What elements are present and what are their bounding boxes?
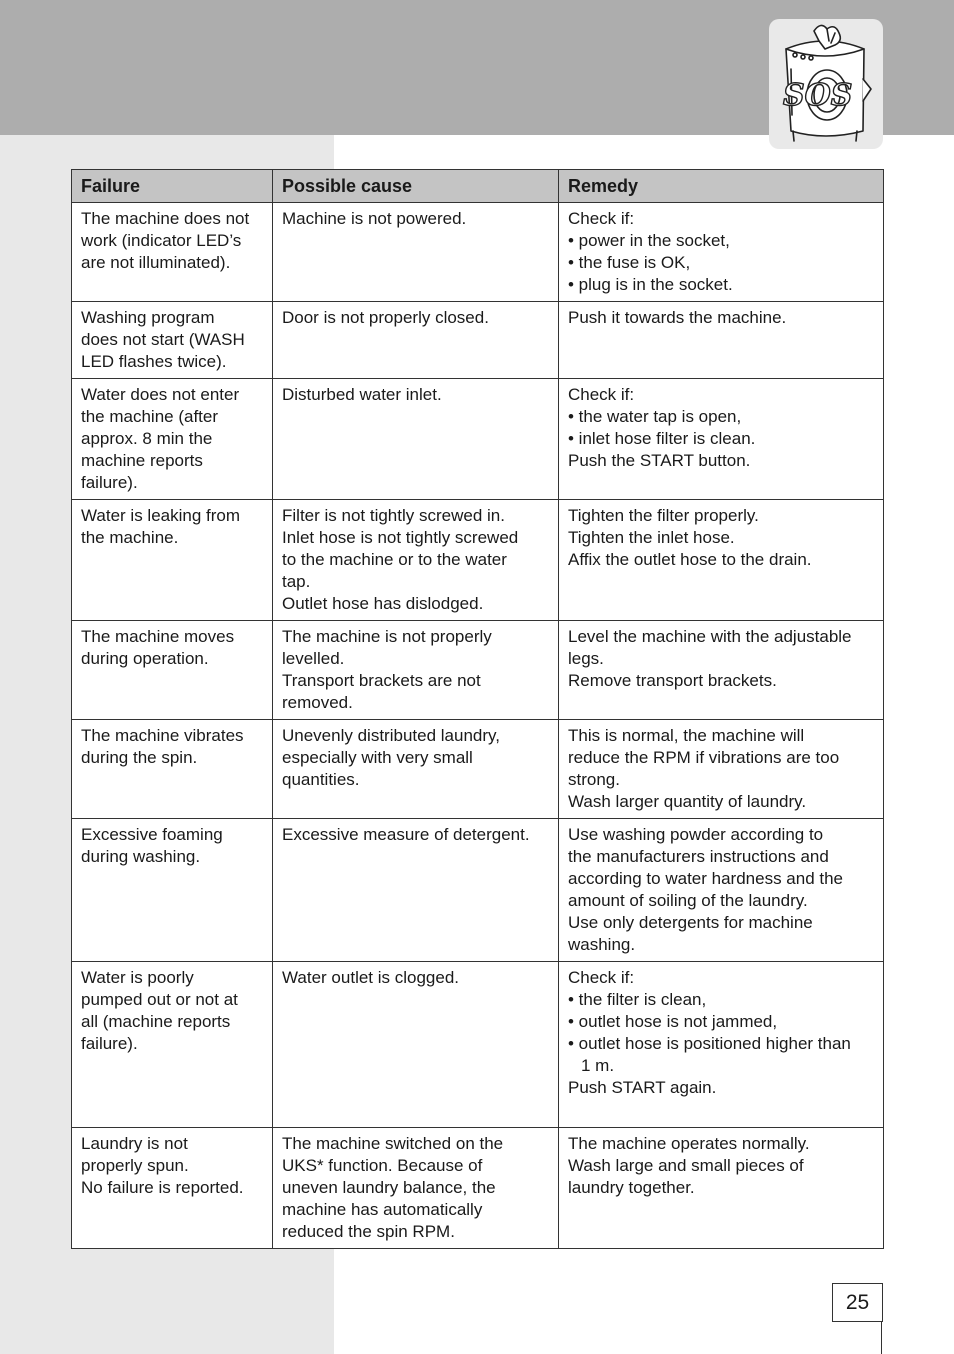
- cause-line: Transport brackets are not: [282, 671, 481, 690]
- failure-line: during washing.: [81, 847, 201, 866]
- remedy-line: Affix the outlet hose to the drain.: [568, 550, 812, 569]
- cause-line: to the machine or to the water: [282, 550, 507, 569]
- cause-line: Excessive measure of detergent.: [282, 825, 530, 844]
- logo-text: SOS: [783, 78, 853, 113]
- failure-line: failure).: [81, 1034, 138, 1053]
- cell-failure: [72, 1128, 273, 1249]
- failure-line: Water does not enter: [81, 385, 240, 404]
- cause-line: uneven laundry balance, the: [282, 1178, 496, 1197]
- failure-line: No failure is reported.: [81, 1178, 244, 1197]
- cause-line: tap.: [282, 572, 311, 591]
- column-header-failure: Failure: [72, 170, 273, 203]
- cause-line: UKS* function. Because of: [282, 1156, 483, 1175]
- table-row: [72, 819, 884, 962]
- failure-line: Water is poorly: [81, 968, 194, 987]
- table-row: [72, 962, 884, 1128]
- page-number: 25: [832, 1283, 883, 1322]
- failure-line: The machine vibrates: [81, 726, 244, 745]
- cell-failure: [72, 621, 273, 720]
- failure-line: approx. 8 min the: [81, 429, 213, 448]
- remedy-line: • outlet hose is not jammed,: [568, 1012, 778, 1031]
- failure-line: the machine (after: [81, 407, 219, 426]
- table-row: [72, 720, 884, 819]
- remedy-line: according to water hardness and the: [568, 869, 844, 888]
- remedy-line: laundry together.: [568, 1178, 695, 1197]
- remedy-line: • outlet hose is positioned higher than: [568, 1034, 851, 1053]
- failure-line: Water is leaking from: [81, 506, 241, 525]
- remedy-line: amount of soiling of the laundry.: [568, 891, 808, 910]
- failure-line: properly spun.: [81, 1156, 189, 1175]
- failure-line: work (indicator LED’s: [81, 231, 242, 250]
- failure-line: during the spin.: [81, 748, 198, 767]
- cell-cause: [273, 962, 559, 1128]
- failure-line: The machine does not: [81, 209, 250, 228]
- cause-line: The machine is not properly: [282, 627, 492, 646]
- failure-line: failure).: [81, 473, 138, 492]
- remedy-line: Tighten the filter properly.: [568, 506, 759, 525]
- failure-line: Excessive foaming: [81, 825, 223, 844]
- remedy-line: • power in the socket,: [568, 231, 730, 250]
- cell-remedy: [559, 203, 884, 302]
- cell-cause: [273, 500, 559, 621]
- cell-cause: [273, 720, 559, 819]
- failure-line: all (machine reports: [81, 1012, 231, 1031]
- table-row: [72, 1128, 884, 1249]
- cause-line: Filter is not tightly screwed in.: [282, 506, 505, 525]
- cause-line: Disturbed water inlet.: [282, 385, 442, 404]
- remedy-line: Check if:: [568, 968, 635, 987]
- remedy-line: • plug is in the socket.: [568, 275, 733, 294]
- remedy-line: reduce the RPM if vibrations are too: [568, 748, 840, 767]
- remedy-line: This is normal, the machine will: [568, 726, 805, 745]
- cell-remedy: [559, 302, 884, 379]
- table-row: [72, 302, 884, 379]
- remedy-line: • the filter is clean,: [568, 990, 707, 1009]
- table-row: [72, 203, 884, 302]
- remedy-line: • the fuse is OK,: [568, 253, 691, 272]
- cause-line: machine has automatically: [282, 1200, 483, 1219]
- remedy-line: Use washing powder according to: [568, 825, 824, 844]
- remedy-line: Level the machine with the adjustable: [568, 627, 852, 646]
- failure-line: LED flashes twice).: [81, 352, 227, 371]
- cell-cause: [273, 302, 559, 379]
- cause-line: The machine switched on the: [282, 1134, 504, 1153]
- remedy-line: strong.: [568, 770, 620, 789]
- remedy-line: Push the START button.: [568, 451, 751, 470]
- table-row: [72, 379, 884, 500]
- remedy-line: Check if:: [568, 209, 635, 228]
- cause-line: Unevenly distributed laundry,: [282, 726, 500, 745]
- remedy-line: Tighten the inlet hose.: [568, 528, 735, 547]
- cause-line: Outlet hose has dislodged.: [282, 594, 484, 613]
- failure-line: the machine.: [81, 528, 179, 547]
- sos-washing-machine-icon: [769, 19, 883, 149]
- cell-remedy: [559, 1128, 884, 1249]
- cell-cause: [273, 203, 559, 302]
- cell-remedy: [559, 720, 884, 819]
- failure-line: does not start (WASH: [81, 330, 245, 349]
- page-number-rule: [881, 1321, 882, 1354]
- cause-line: removed.: [282, 693, 353, 712]
- remedy-line: Use only detergents for machine: [568, 913, 813, 932]
- cell-failure: [72, 819, 273, 962]
- failure-line: during operation.: [81, 649, 209, 668]
- cause-line: levelled.: [282, 649, 345, 668]
- cause-line: Machine is not powered.: [282, 209, 467, 228]
- cell-remedy: [559, 819, 884, 962]
- cell-remedy: [559, 621, 884, 720]
- failure-line: The machine moves: [81, 627, 235, 646]
- cause-line: Inlet hose is not tightly screwed: [282, 528, 519, 547]
- failure-line: machine reports: [81, 451, 203, 470]
- troubleshooting-table: [71, 169, 884, 1249]
- column-header-possible-cause: Possible cause: [273, 170, 559, 203]
- cell-failure: [72, 962, 273, 1128]
- cell-cause: [273, 621, 559, 720]
- failure-line: Laundry is not: [81, 1134, 188, 1153]
- cause-line: quantities.: [282, 770, 360, 789]
- cell-cause: [273, 819, 559, 962]
- failure-line: are not illuminated).: [81, 253, 231, 272]
- cause-line: especially with very small: [282, 748, 473, 767]
- cause-line: reduced the spin RPM.: [282, 1222, 455, 1241]
- remedy-line: 1 m.: [581, 1056, 615, 1075]
- cause-line: Door is not properly closed.: [282, 308, 489, 327]
- remedy-line: washing.: [568, 935, 636, 954]
- table-header-row: [72, 170, 884, 203]
- remedy-line: legs.: [568, 649, 604, 668]
- failure-line: pumped out or not at: [81, 990, 238, 1009]
- remedy-line: The machine operates normally.: [568, 1134, 810, 1153]
- failure-line: Washing program: [81, 308, 215, 327]
- column-header-remedy: Remedy: [559, 170, 884, 203]
- cause-line: Water outlet is clogged.: [282, 968, 460, 987]
- cell-failure: [72, 302, 273, 379]
- remedy-line: Wash larger quantity of laundry.: [568, 792, 807, 811]
- cell-remedy: [559, 500, 884, 621]
- remedy-line: Push it towards the machine.: [568, 308, 787, 327]
- cell-failure: [72, 203, 273, 302]
- table-row: [72, 621, 884, 720]
- remedy-line: the manufacturers instructions and: [568, 847, 829, 866]
- cell-failure: [72, 500, 273, 621]
- table-row: [72, 500, 884, 621]
- remedy-line: Push START again.: [568, 1078, 717, 1097]
- remedy-line: • inlet hose filter is clean.: [568, 429, 756, 448]
- remedy-line: Remove transport brackets.: [568, 671, 777, 690]
- remedy-line: Wash large and small pieces of: [568, 1156, 804, 1175]
- cell-cause: [273, 379, 559, 500]
- remedy-line: Check if:: [568, 385, 635, 404]
- cell-failure: [72, 720, 273, 819]
- cell-failure: [72, 379, 273, 500]
- cell-remedy: [559, 962, 884, 1128]
- cell-cause: [273, 1128, 559, 1249]
- cell-remedy: [559, 379, 884, 500]
- remedy-line: • the water tap is open,: [568, 407, 742, 426]
